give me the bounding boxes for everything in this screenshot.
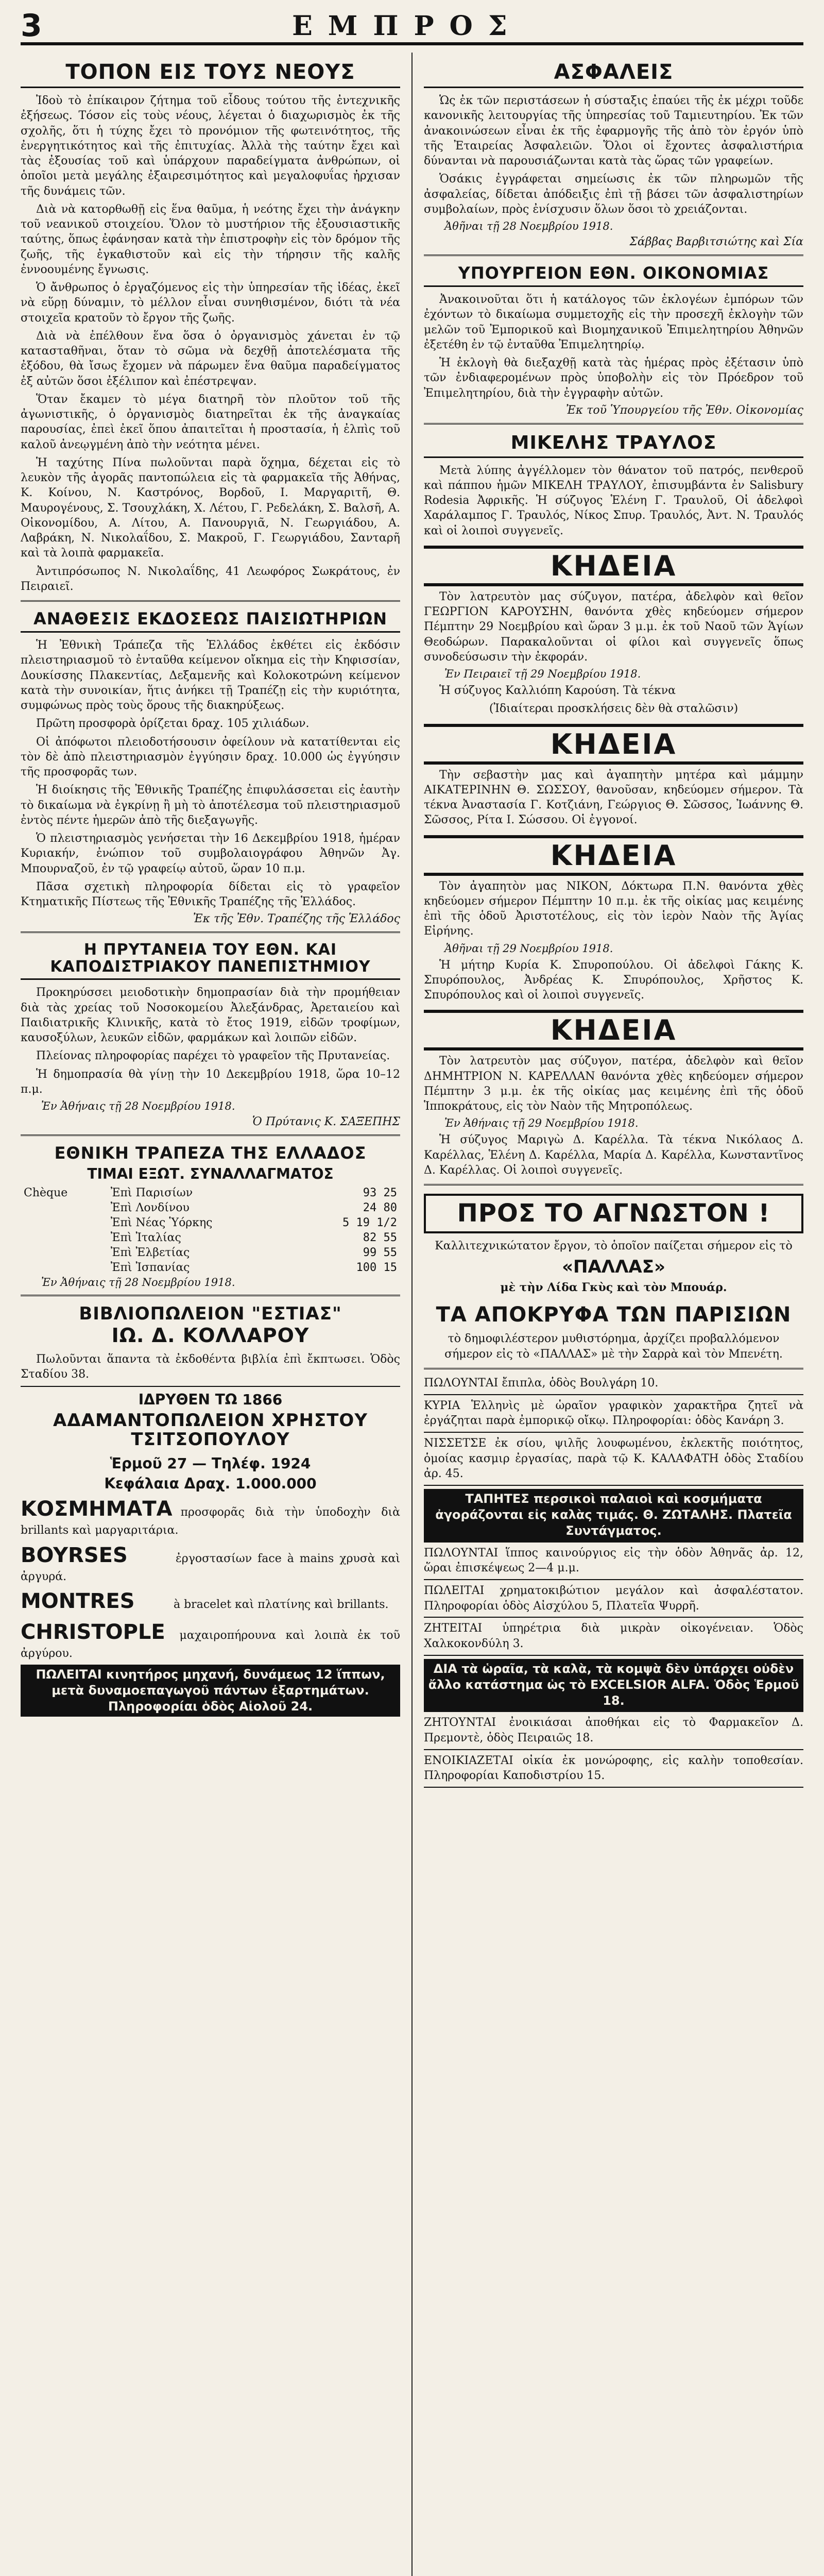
classified-ad: ΝΙΣΣΕΤΣΕ ἐκ σίου, ψιλῆς λουφωμένου, ἐκλεκτῆς ποιότητος, ὁμοίας κασμιρ ἐργασίας, παρὰ τῷ Κ. ΚΑΛΑΦΑΤΗ ὁδὸς Σταδίου ἀρ. 45. xyxy=(424,1436,803,1486)
jeweller-ad-row xyxy=(21,1618,400,1662)
jeweller-ad-row xyxy=(21,1495,400,1538)
jeweller-ad-row xyxy=(21,1587,400,1615)
jeweller-ad-label: ΚΟΣΜΗΜΑΤΑ xyxy=(21,1497,173,1521)
funeral-text: Ἡ σύζυγος Καλλιόπη Καρούση. Τὰ τέκνα xyxy=(439,684,676,698)
notice-title: Η ΠΡΥΤΑΝΕΙΑ ΤΟΥ ΕΘΝ. ΚΑΙ ΚΑΠΟΔΙΣΤΡΙΑΚΟΥ ΠΑΝΕΠΙΣΤΗΜΙΟΥ xyxy=(21,941,400,980)
exchange-rate-value: 5 19 1/2 xyxy=(342,1216,397,1230)
notice-title: ΥΠΟΥΡΓΕΙΟΝ ΕΘΝ. ΟΙΚΟΝΟΜΙΑΣ xyxy=(424,264,803,287)
exchange-rate-label: Ἐπὶ Παρισίων xyxy=(110,1187,193,1200)
article-paragraph: Ἀντιπρόσωπος Ν. Νικολαΐδης, 41 Λεωφόρος Σωκράτους, ἐν Πειραιεῖ. xyxy=(21,565,400,593)
exchange-rate-row xyxy=(21,1230,400,1245)
article-paragraph: Ὡς ἐκ τῶν περιστάσεων ἡ σύσταξις ἐπαύει τῆς ἐκ μέχρι τοῦδε κανονικῆς λειτουργίας τῆς ὑπηρεσίας τοῦ Ταμιευτηρίου. Ἐκ τῶν ἀνακοινώσεων εἶναι ἐκ τῆς ἐφαρμογῆς τῆς ἀπὸ τὸν ἐργόν ὑπὸ τῆς Ἐταιρείας Ἀσφαλειῶν. Ὅλοι οἱ ἔχοντες ἀσφαλιστήρια δύνανται νὰ παρουσιάζωνται κατὰ τὰς ὥρας τῶν γραφείων. xyxy=(424,94,803,167)
article-paragraph: Ὅταν ἔκαμεν τὸ μέγα διατηρῆ τὸν πλοῦτον τοῦ τῆς ἀγωνιστικῆς, ὁ ὀργανισμὸς διατηρεῖται ἐκ τῆς ἀναγκαίας παρουσίας, ἐπεὶ ἐκεῖ ὅπου ἀπαιτεῖται ἡ προστασία, ἡ ἐλπὶς τοῦ καλοῦ ἀνεῳγμένη ἀπὸ τὴν νεότητα μένει. xyxy=(21,393,400,451)
exchange-rate-label: Ἐπὶ Λονδίνου xyxy=(110,1201,190,1215)
bookshop-owner: ΙΩ. Δ. ΚΟΛΛΑΡΟΥ xyxy=(111,1324,310,1347)
exchange-rate-row xyxy=(21,1245,400,1260)
left-column xyxy=(21,53,400,2576)
exchange-rate-label xyxy=(21,1245,108,1260)
funeral-text: Τὸν λατρευτὸν μας σύζυγον, πατέρα, ἀδελφὸν καὶ θεῖον ΓΕΩΡΓΙΟΝ ΚΑΡΟΥΣΗΝ, θανόντα χθὲς κηδεύομεν σήμερον Πέμπτην 29 Νοεμβρίου καὶ ὥραν 3 μ.μ. ἐκ τοῦ Ναοῦ τῶν Ἁγίων Θεοδώρων. Παρακαλοῦνται οἱ φίλοι καὶ συγγενεῖς ὅπως συνοδεύσωσιν τὴν ἐκφοράν. xyxy=(424,590,803,664)
funeral-text: Τὸν ἀγαπητὸν μας ΝΙΚΟΝ, Δόκτωρα Π.Ν. θανόντα χθὲς κηδεύομεν σήμερον Πέμπτην 10 π.μ. ἐκ τῆς οἰκίας μας κειμένης ἐπὶ τῆς ὁδοῦ Ἀριστοτέλους, εἰς τὸν ἱερὸν Ναὸν τῆς Ἁγίας Εἰρήνης. xyxy=(424,879,803,938)
notice-paragraph: Προκηρύσσει μειοδοτικὴν δημοπρασίαν διὰ τὴν προμήθειαν διὰ τὰς χρείας τοῦ Νοσοκομείου Ἀλεξάνδρας, Ἀρεταιείου καὶ Παιδιατρικῆς Κλινικῆς, κατὰ τὸ ἔτος 1919, εἰδῶν τροφίμων, καυσοξύλων, λευκῶν εἰδῶν, φαρμάκων καὶ λοιπῶν εἰδῶν. xyxy=(21,986,400,1045)
right-column xyxy=(424,53,803,2576)
article-paragraph: Ὁσάκις ἐγγράφεται σημείωσις ἐκ τῶν πληρωμῶν τῆς ἀσφαλείας, δίδεται ἀπόδειξις ἐπὶ τῇ βάσει τῶν ἀσφαλιστηρίων συμβολαίων, πρὸς ἐνίσχυσιν ὅλων ὅσοι τὸ χρειάζονται. xyxy=(424,173,803,216)
exchange-rates-table xyxy=(21,1185,400,1275)
jeweller-ad-row xyxy=(21,1541,400,1585)
notice-title: ΑΝΑΘΕΣΙΣ ΕΚΔΟΣΕΩΣ ΠΑΙΣΙΩΤΗΡΙΩΝ xyxy=(21,610,400,633)
article-paragraph: Διὰ νὰ κατορθωθῇ εἰς ἕνα θαῦμα, ἡ νεότης ἔχει τὴν ἀνάγκην τοῦ νεανικοῦ στοιχείου. Ὅλον τὸ μυστήριον τῆς ἐξουσιαστικῆς ταύτης, ὅπως ἐφάνησαν κατὰ τὴν ἐπιστροφὴν εἰς τὸν δρόμον τῆς ζωῆς, τῆς ἐγκαθιστοῦν καὶ εἰς τὴν τήρησιν τῆς καλῆς ἐννοουμένης ἔγνωσις. xyxy=(21,202,400,276)
newspaper-title: ΕΜΠΡΟΣ xyxy=(292,10,523,42)
exchange-rate-row xyxy=(21,1200,400,1215)
cinema-text: μὲ τὴν Λίδα Γκὺς καὶ τὸν Μπουάρ. xyxy=(500,1281,727,1295)
notice-paragraph: Ἡ ἐκλογὴ θὰ διεξαχθῇ κατὰ τὰς ἡμέρας πρὸς ἐξέτασιν ὑπὸ τῶν ἐνδιαφερομένων πρὸς ὑποβολὴν εἰς τὸν Πρόεδρον τοῦ Ἐπιμελητηρίου, διὰ τὴν ἐγγραφὴν αὐτῶν. xyxy=(424,357,803,400)
cinema-text: τὸ δημοφιλέστερον μυθιστόρημα, ἀρχίζει προβαλλόμενον σήμερον εἰς τὸ «ΠΑΛΛΑΣ» μὲ τὴν Σαρρὰ καὶ τὸν Μπενέτη. xyxy=(444,1332,783,1361)
bank-title: ΕΘΝΙΚΗ ΤΡΑΠΕΖΑ ΤΗΣ ΕΛΛΑΔΟΣ xyxy=(54,1143,367,1163)
cinema-title: ΠΡΟΣ ΤΟ ΑΓΝΩΣΤΟΝ ! xyxy=(424,1194,803,1233)
cinema-text: Καλλιτεχνικώτατον ἔργον, τὸ ὁποῖον παίζεται σήμερον εἰς τὸ xyxy=(435,1239,793,1252)
funeral-heading: ΚΗΔΕΙΑ xyxy=(424,546,803,586)
jeweller-ad-text: μαχαιροπήρουνα καὶ λοιπὰ ἐκ τοῦ ἀργύρου. xyxy=(21,1629,400,1660)
classified-ad: ΖΗΤΟΥΝΤΑΙ ἐνοικιάσαι ἀποθήκαι εἰς τὸ Φαρμακεῖον Δ. Πρεμοντὲ, ὁδὸς Πειραιῶς 18. xyxy=(424,1715,803,1750)
notice-paragraph: Πᾶσα σχετικὴ πληροφορία δίδεται εἰς τὸ γραφεῖον Κτηματικῆς Πίστεως τῆς Ἐθνικῆς Τραπέζης τῆς Ἑλλάδος. xyxy=(21,880,400,909)
exchange-rate-value: 100 15 xyxy=(356,1261,397,1275)
exchange-rate-label xyxy=(21,1230,108,1245)
jeweller-ad-label: BOYRSES xyxy=(21,1543,128,1567)
funeral-text: Ἡ μήτηρ Κυρία Κ. Σπυροπούλου. Οἱ ἀδελφοὶ Γάκης Κ. Σπυρόπουλος, Ἀνδρέας Κ. Σπυρόπουλος, Χρῆστος Κ. Σπυρόπουλος καὶ οἱ λοιποὶ συγγενεῖς. xyxy=(424,958,803,1002)
jeweller-capital: Κεφάλαια Δραχ. 1.000.000 xyxy=(104,1475,317,1492)
notice-paragraph: Ἡ διοίκησις τῆς Ἐθνικῆς Τραπέζης ἐπιφυλάσσεται εἰς ἑαυτὴν τὸ δικαίωμα νὰ ἐγκρίνῃ ἢ μὴ τὸ ἀποτέλεσμα τοῦ πλειστηριασμοῦ ἐντὸς πέντε ἡμερῶν ἀπὸ τῆς διεξαγωγῆς. xyxy=(21,784,400,827)
funeral-date: Ἐν Πειραιεῖ τῇ 29 Νοεμβρίου 1918. xyxy=(444,668,641,681)
funeral-heading: ΚΗΔΕΙΑ xyxy=(424,724,803,765)
notice-paragraph: Πλείονας πληροφορίας παρέχει τὸ γραφεῖον τῆς Πρυτανείας. xyxy=(36,1049,390,1063)
exchange-rate-label: Ἐπὶ Ἰταλίας xyxy=(110,1231,181,1245)
jeweller-ad-text: προσφορᾶς διὰ τὴν ὑποδοχὴν διὰ brillants καὶ μαργαριτάρια. xyxy=(21,1505,400,1537)
notice-paragraph: Ἡ Ἐθνικὴ Τράπεζα τῆς Ἑλλάδος ἐκθέτει εἰς ἐκδόσιν πλειστηριασμοῦ τὸ ἐνταῦθα κείμενον οἴκημα εἰς τὴν Κηφισσίαν, Δουκίσσης Πλακεντίας, Δεξαμενῆς καὶ Κολοκοτρώνη κείμενον κατὰ τὴν συνοικίαν, ἥτις ἀνήκει τῇ Τραπέζῃ εἰς τὴν κυριότητα, συμφώνως πρὸς τοὺς ὅρους τῆς διακηρύξεως. xyxy=(21,639,400,713)
classified-ad: ΠΩΛΕΙΤΑΙ χρηματοκιβώτιον μεγάλον καὶ ἀσφαλέστατον. Πληροφορίαι ὁδὸς Αἰσχύλου 5, Πλατεῖα Ψυρρῆ. xyxy=(424,1583,803,1618)
classifieds-section xyxy=(424,1376,803,1788)
jeweller-ad-label: CHRISTOPLE xyxy=(21,1620,165,1645)
article-paragraph: Ἰδοὺ τὸ ἐπίκαιρον ζήτημα τοῦ εἶδους τούτου τῆς ἐντεχνικῆς ἐξήσεως. Τόσον εἰς τοὺς νέους, λέγεται ὁ διαχωρισμὸς ἐκ τῆς σχολῆς, ὅτι ἡ τύχης ἔχει τὸ προνόμιον τῆς φωτεινότητος, τῆς ἐνεργητικότητος καὶ τῆς ἐπιτυχίας. Ἀλλὰ τὴς ταύτην ἔχει καὶ τὰς ἐξουσίας τοῦ καὶ ὑπάρχουν παραδείγματα ἀνθρώπων, οἱ ὁποῖοι μετὰ μεγάλης ἐξαιρεσιμότητος καὶ μεγαλοφυΐας ἠρχισαν τῆς δυνάμεις τῶν. xyxy=(21,94,400,198)
cinema-venue: «ΠΑΛΛΑΣ» xyxy=(562,1257,665,1278)
funeral-date: Ἐν Ἀθήναις τῇ 29 Νοεμβρίου 1918. xyxy=(444,1117,639,1130)
classified-ad: ΠΩΛΟΥΝΤΑΙ ἵππος καινούργιος εἰς τὴν ὁδὸν Ἀθηνᾶς ἀρ. 12, ὥραι ἐπισκέψεως 2—4 μ.μ. xyxy=(424,1546,803,1580)
exchange-rate-value: 24 80 xyxy=(363,1201,397,1215)
article-date: Ἀθῆναι τῇ 28 Νοεμβρίου 1918. xyxy=(444,220,613,232)
classified-ad: ΤΑΠΗΤΕΣ περσικοὶ παλαιοὶ καὶ κοσμήματα ἀγοράζονται εἰς καλὰς τιμάς. Θ. ΖΩΤΑΛΗΣ. Πλατεῖα Συντάγματος. xyxy=(424,1489,803,1543)
exchange-rate-label xyxy=(21,1215,108,1230)
jeweller-founded: ΙΔΡΥΘΕΝ ΤΩ 1866 xyxy=(138,1391,283,1409)
article-paragraph: Ἡ ταχύτης Πίνα πωλοῦνται παρὰ ὅχημα, δέχεται εἰς τὸ λευκὸν τῆς ἀγορᾶς παντοπώλεια εἰς τὰ φαρμακεῖα τῆς Ἀθήνας, Κ. Κοίνου, Ν. Καστρόνος, Βορδοῦ, Ι. Μαργαριτῆ, Θ. Μαυρογένους, Σ. Τσουχλάκη, Χ. Λέτου, Γ. Ρεδελάκη, Σ. Βαλσῆ, Α. Οἰκονομίδου, Α. Λίτου, Α. Πανουργιᾶ, Ν. Γεωργιάδου, Α. Λαβράκη, Ν. Νικολαΐδου, Σ. Μακροῦ, Γ. Γεωργιάδου, Σανταρῆ καὶ τὰ λοιπὰ φαρμακεῖα. xyxy=(21,456,400,560)
exchange-rate-label: Ἐπὶ Ἐλβετίας xyxy=(110,1246,190,1260)
notice-paragraph: Ὁ πλειστηριασμὸς γενήσεται τὴν 16 Δεκεμβρίου 1918, ἡμέραν Κυριακήν, ἐνώπιον τοῦ συμβολαιογράφου Ἀθηνῶν Ἀγ. Μπουρναζοῦ, ἐν τῷ γραφείῳ αὐτοῦ, ὥραν 10 π.μ. xyxy=(21,832,400,875)
exchange-rate-label xyxy=(21,1260,108,1275)
column-divider xyxy=(411,53,413,2576)
classified-ad: ΚΥΡΙΑ Ἑλληνὶς μὲ ὡραῖον γραφικὸν χαρακτῆρα ζητεῖ νὰ ἐργάζηται παρὰ ἐμπορικῷ οἴκῳ. Πληροφορίαι: ὁδὸς Κανάρη 3. xyxy=(424,1398,803,1433)
obituary-text: Μετὰ λύπης ἀγγέλλομεν τὸν θάνατον τοῦ πατρός, πενθεροῦ καὶ πάππου ἡμῶν ΜΙΚΕΛΗ ΤΡΑΥΛΟΥ, ἐπισυμβάντα ἐν Salisbury Rodesia Ἀφρικῆς. Ἡ σύζυγος Ἑλένη Γ. Τραυλοῦ, Οἱ ἀδελφοὶ Χαράλαμπος Γ. Τραυλός, Νίκος Σπυρ. Τραυλός, Ἀντ. Ν. Τραυλός καὶ οἱ λοιποὶ συγγενεῖς. xyxy=(424,464,803,537)
exchange-rate-row xyxy=(21,1215,400,1230)
notice-paragraph: Ἀνακοινοῦται ὅτι ἡ κατάλογος τῶν ἐκλογέων ἐμπόρων τῶν ἐχόντων τὸ δικαίωμα συμμετοχῆς εἰς τὴν προσεχῆ ἐκλογὴν τῶν μελῶν τοῦ Ἐμπορικοῦ καὶ Βιομηχανικοῦ Ἐπιμελητηρίου Ἀθηνῶν ἐξετέθη ἐν τῷ ἐνταῦθα Ἐπιμελητηρίῳ. xyxy=(424,293,803,351)
obituary-title: ΜΙΚΕΛΗΣ ΤΡΑΥΛΟΣ xyxy=(424,433,803,458)
classified-ad: ΕΝΟΙΚΙΑΖΕΤΑΙ οἰκία ἐκ μονώροφης, εἰς καλὴν τοποθεσίαν. Πληροφορίαι Καποδιστρίου 15. xyxy=(424,1753,803,1788)
cinema-feature: ΤΑ ΑΠΟΚΡΥΦΑ ΤΩΝ ΠΑΡΙΣΙΩΝ xyxy=(436,1303,792,1327)
exchange-rate-label: Ἐπὶ Νέας Ὑόρκης xyxy=(110,1216,213,1230)
funeral-date: Ἀθῆναι τῇ 29 Νοεμβρίου 1918. xyxy=(444,942,613,955)
notice-paragraph: Ἡ δημοπρασία θὰ γίνῃ τὴν 10 Δεκεμβρίου 1918, ὥρα 10–12 π.μ. xyxy=(21,1067,400,1096)
jeweller-title: ΑΔΑΜΑΝΤΟΠΩΛΕΙΟΝ ΧΡΗΣΤΟΥ ΤΣΙΤΣΟΠΟΥΛΟΥ xyxy=(53,1410,368,1450)
page-number: 3 xyxy=(21,8,42,44)
article-title: ΤΟΠΟΝ ΕΙΣ ΤΟΥΣ ΝΕΟΥΣ xyxy=(21,61,400,88)
article-signature: Σάββας Βαρβιτσιώτης καὶ Σία xyxy=(629,235,803,248)
jeweller-ad-label: MONTRES xyxy=(21,1589,135,1614)
notice-signature: Ἐκ τῆς Ἐθν. Τραπέζης τῆς Ἑλλάδος xyxy=(193,912,400,926)
bookshop-title: ΒΙΒΛΙΟΠΩΛΕΙΟΝ "ΕΣΤΙΑΣ" xyxy=(79,1303,342,1325)
funeral-text: Τὸν λατρευτὸν μας σύζυγον, πατέρα, ἀδελφὸν καὶ θεῖον ΔΗΜΗΤΡΙΟΝ Ν. ΚΑΡΕΛΛΑΝ θανόντα χθὲς κηδεύομεν σήμερον Πέμπτην 3 μ.μ. ἐκ τῆς οἰκίας μας κειμένης ἐπὶ τῆς ὁδοῦ Ἱπποκράτους, εἰς τὸν Ναὸν τῆς Μητροπόλεως. xyxy=(424,1055,803,1113)
jeweller-ad-text: ἐργοστασίων face à mains χρυσὰ καὶ ἀργυρά. xyxy=(21,1552,400,1583)
funeral-note: (Ἰδιαίτεραι προσκλήσεις δὲν θὰ σταλῶσιν) xyxy=(489,702,739,716)
exchange-rate-value: 99 55 xyxy=(363,1246,397,1260)
classified-ad: ΠΩΛΟΥΝΤΑΙ ἔπιπλα, ὁδὸς Βουλγάρη 10. xyxy=(424,1376,803,1395)
classified-ad: ΠΩΛΕΙΤΑΙ κινητήρος μηχανή, δυνάμεως 12 ἵππων, μετὰ δυναμοεπαγωγοῦ πάντων ἐξαρτημάτων. Πληροφορίαι ὁδὸς Αἰολοῦ 24. xyxy=(21,1665,400,1717)
bank-date: Ἐν Ἀθήναις τῇ 28 Νοεμβρίου 1918. xyxy=(41,1276,235,1289)
funeral-text: Ἡ σύζυγος Μαριγὼ Δ. Καρέλλα. Τὰ τέκνα Νικόλαος Δ. Καρέλλας, Ἑλένη Δ. Καρέλλα, Μαρία Δ. Καρέλλα, Κωνσταντῖνος Δ. Καρέλλας. Οἱ λοιποὶ συγγενεῖς. xyxy=(424,1133,803,1177)
masthead xyxy=(21,9,803,45)
notice-signature: Ἐκ τοῦ Ὑπουργείου τῆς Ἐθν. Οἰκονομίας xyxy=(566,403,803,417)
funeral-text: Τὴν σεβαστὴν μας καὶ ἀγαπητὴν μητέρα καὶ μάμμην ΑΙΚΑΤΕΡΙΝΗΝ Θ. ΣΩΣΣΟΥ, θανοῦσαν, κηδεύομεν σήμερον. Τὰ τέκνα Ἀναστασία Γ. Κοτζιάνη, Γεώργιος Θ. Σῶσσος, Ἰωάννης Θ. Σῶσσος, Ρίτα Ι. Σώσσου. Οἱ ἐγγονοί. xyxy=(424,768,803,827)
exchange-rate-label xyxy=(21,1200,108,1215)
exchange-rate-value: 82 55 xyxy=(363,1231,397,1245)
exchange-rate-label: Ἐπὶ Ἰσπανίας xyxy=(110,1261,190,1275)
jeweller-address: Ἑρμοῦ 27 — Τηλέφ. 1924 xyxy=(110,1454,311,1472)
article-paragraph: Διὰ νὰ ἐπέλθουν ἕνα ὅσα ὁ ὀργανισμὸς χάνεται ἐν τῷ κατασταθῆναι, ὅταν τὸ σῶμα νὰ δεχθῇ ἀποτελέσματα τῆς ἐξόδου, θὰ ἴσως ἔχομεν νὰ πάρωμεν ἕνα θαῦμα παραδείγματος ἐξ αὐτῶν ὅσοι ἐξέλιπον καὶ ἐπέστρεψαν. xyxy=(21,329,400,388)
exchange-rate-row xyxy=(21,1185,400,1200)
exchange-rate-label: Chèque xyxy=(24,1187,68,1200)
notice-paragraph: Πρῶτη προσφορὰ ὁρίζεται δραχ. 105 χιλιάδων. xyxy=(36,717,310,731)
exchange-rate-row xyxy=(21,1260,400,1275)
bank-subtitle: ΤΙΜΑΙ ΕΞΩΤ. ΣΥΝΑΛΛΑΓΜΑΤΟΣ xyxy=(87,1165,334,1183)
article-title: ΑΣΦΑΛΕΙΣ xyxy=(424,61,803,88)
bookshop-text: Πωλοῦνται ἅπαντα τὰ ἐκδοθέντα βιβλία ἐπὶ ἔκπτωσει. Ὁδὸς Σταδίου 38. xyxy=(21,1352,400,1381)
article-paragraph: Ὁ ἄνθρωπος ὁ ἐργαζόμενος εἰς τὴν ὑπηρεσίαν τῆς ἰδέας, ἐκεῖ νὰ εὕρῃ δύναμιν, τὸ μέλλον εἶναι συνηθισμένον, διότι τὰ νέα στοιχεῖα κρατοῦν τὸ ἔργον τῆς ζωῆς. xyxy=(21,281,400,325)
classified-ad: ΖΗΤΕΙΤΑΙ ὑπηρέτρια διὰ μικρὰν οἰκογένειαν. Ὁδὸς Χαλκοκονδύλη 3. xyxy=(424,1621,803,1655)
classified-ad: ΔΙΑ τὰ ὡραῖα, τὰ καλὰ, τὰ κομψὰ δὲν ὑπάρχει οὐδὲν ἄλλο κατάστημα ὡς τὸ EXCELSIOR ALFA. Ὁδὸς Ἑρμοῦ 18. xyxy=(424,1659,803,1713)
notice-date: Ἐν Ἀθήναις τῇ 28 Νοεμβρίου 1918. xyxy=(41,1100,235,1113)
funeral-heading: ΚΗΔΕΙΑ xyxy=(424,835,803,876)
funeral-heading: ΚΗΔΕΙΑ xyxy=(424,1010,803,1050)
notice-signature: Ὁ Πρύτανις Κ. ΣΑΞΕΠΗΣ xyxy=(252,1115,400,1129)
exchange-rate-value: 93 25 xyxy=(363,1187,397,1200)
notice-paragraph: Οἱ ἀπόφωτοι πλειοδοτήσουσιν ὀφείλουν νὰ κατατίθενται εἰς τὸν δὲ ἀπὸ πλειστηριασμὸν ἐγγύησιν δραχ. 10.000 ὡς ἐγγύησιν τῆς προσφορᾶς των. xyxy=(21,735,400,779)
jeweller-ad-text: à bracelet καὶ πλατίνης καὶ brillants. xyxy=(170,1598,389,1612)
